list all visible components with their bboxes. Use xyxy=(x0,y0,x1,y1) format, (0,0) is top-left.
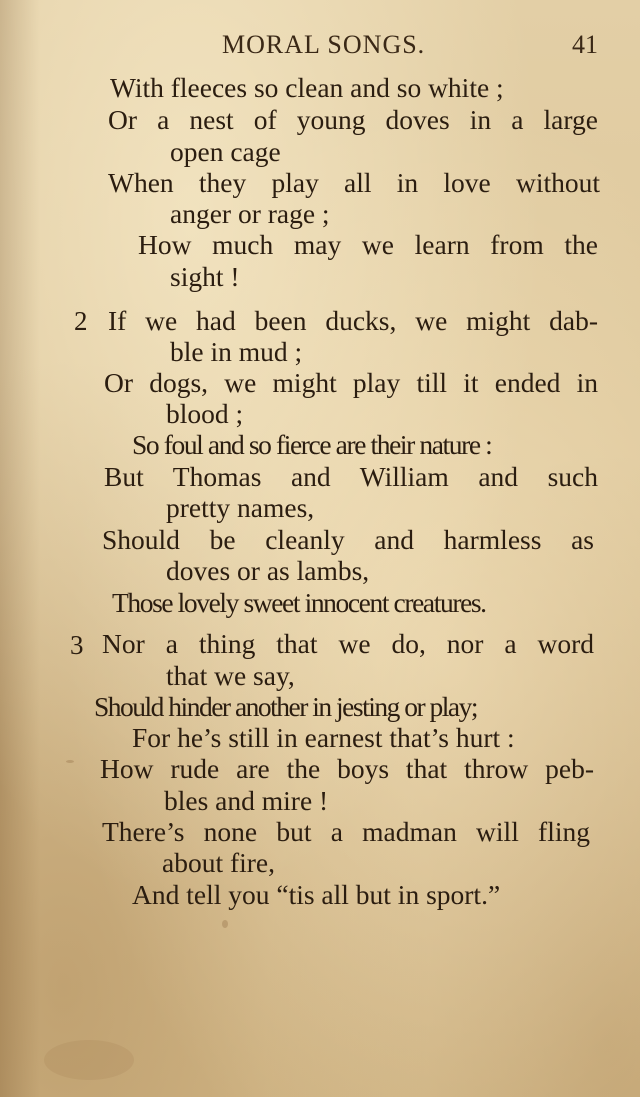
poem-line: anger or rage ; xyxy=(170,198,330,229)
poem-line: And tell you “tis all but in sport.” xyxy=(132,879,501,910)
verse-number: 3 xyxy=(70,630,84,660)
poem-line: sight ! xyxy=(170,261,240,292)
poem-line: For he’s still in earnest that’s hurt : xyxy=(132,722,515,753)
poem-line: But Thomas and William and such xyxy=(104,461,598,492)
poem-line: open cage xyxy=(170,136,281,167)
paper-stain xyxy=(66,760,74,763)
poem-line: about fire, xyxy=(162,847,276,878)
poem-line: There’s none but a madman will fling xyxy=(102,816,590,847)
poem-line: Or a nest of young doves in a large xyxy=(108,104,598,135)
poem-line: Should hinder another in jesting or play; xyxy=(94,691,478,722)
poem-line: So foul and so fierce are their nature : xyxy=(132,429,492,460)
poem-line: blood ; xyxy=(166,398,244,429)
poem-line: pretty names, xyxy=(166,492,315,523)
poem-line: ble in mud ; xyxy=(170,336,303,367)
poem-line: Should be cleanly and harmless as xyxy=(102,524,594,555)
poem-line: that we say, xyxy=(166,660,295,691)
paper-stain xyxy=(44,1040,134,1080)
poem-line: Nor a thing that we do, nor a word xyxy=(102,628,594,659)
poem-line: Or dogs, we might play till it ended in xyxy=(104,367,598,398)
running-head: MORAL SONGS. xyxy=(222,30,426,59)
paper-stain xyxy=(222,920,228,928)
poem-line: With fleeces so clean and so white ; xyxy=(110,72,504,103)
poem-line: Those lovely sweet innocent creatures. xyxy=(112,587,486,618)
poem-line: If we had been ducks, we might dab- xyxy=(108,305,598,336)
poem-line: bles and mire ! xyxy=(164,785,329,816)
verse-number: 2 xyxy=(74,306,88,336)
poem-line: How rude are the boys that throw peb- xyxy=(100,753,594,784)
poem-line: How much may we learn from the xyxy=(138,229,598,260)
page-number: 41 xyxy=(572,30,598,59)
poem-line: doves or as lambs, xyxy=(166,555,370,586)
poem-line: When they play all in love without xyxy=(108,167,600,198)
page-header xyxy=(0,30,640,70)
